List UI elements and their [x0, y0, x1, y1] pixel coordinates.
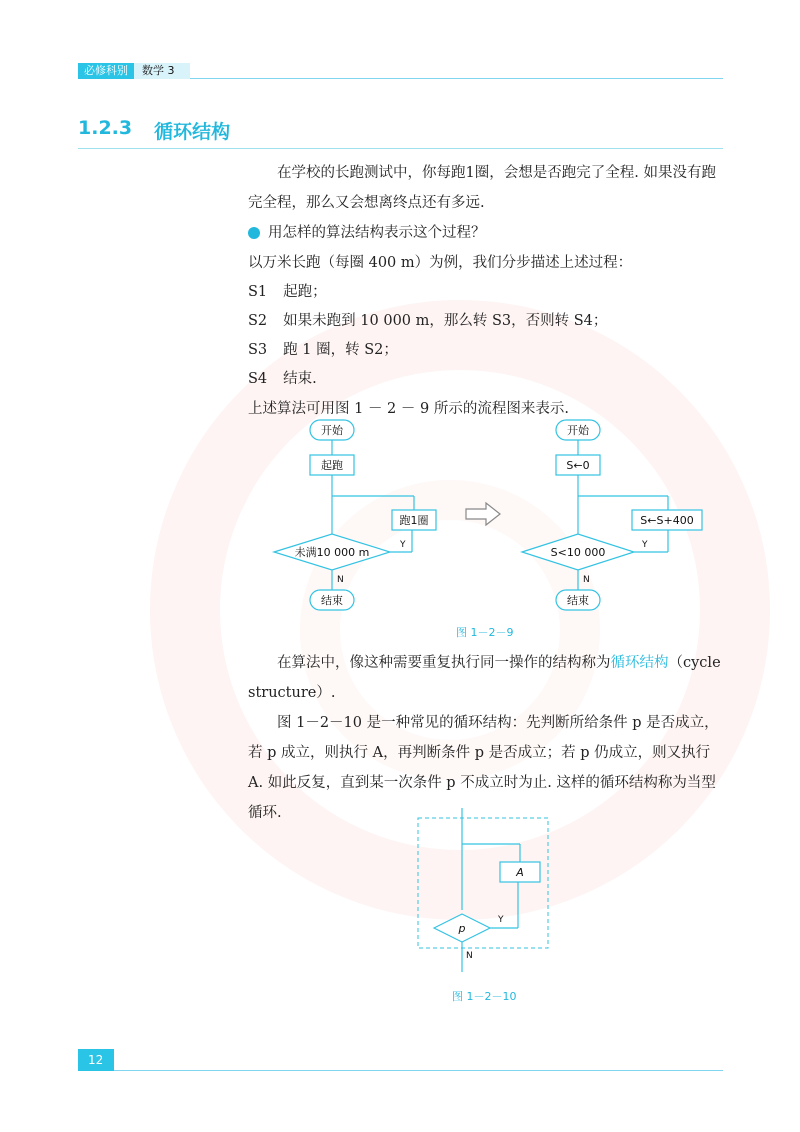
body-text-block: [248, 158, 726, 424]
step-item: [248, 365, 726, 394]
update-label: S←S+400: [640, 514, 694, 527]
header-rule: [190, 78, 723, 79]
question-text: 用怎样的算法结构表示这个过程？: [268, 225, 486, 241]
transform-arrow-icon: [464, 500, 504, 528]
step-item: [248, 336, 726, 365]
section-title: 循环结构: [154, 121, 231, 143]
action-label: A: [516, 866, 524, 879]
definition-paragraph: [248, 648, 726, 708]
condition-label: S<10 000: [550, 546, 606, 559]
end-label: 结束: [567, 594, 589, 607]
term-cycle-structure: 循环结构: [610, 655, 669, 671]
section-number: 1.2.3: [78, 117, 133, 139]
page-number: 12: [78, 1049, 114, 1071]
footer-rule: [114, 1070, 723, 1071]
step-text: 起跑；: [283, 284, 327, 300]
step-text: 结束.: [283, 371, 317, 387]
yes-label: Y: [642, 540, 648, 550]
step-label: S1: [248, 284, 268, 300]
flowchart-running-formula: [518, 414, 708, 614]
flowchart-running-steps: [268, 414, 448, 614]
step-text: 如果未跑到 10 000 m，那么转 S3，否则转 S4；: [283, 313, 608, 329]
intro-paragraph: 在学校的长跑测试中，你每跑1圈，会想是否跑完了全程. 如果没有跑完全程，那么又会想离终点还有多远.: [248, 165, 716, 211]
end-label: 结束: [321, 594, 343, 607]
init-label: S←0: [566, 459, 590, 472]
while-loop-paragraph: 图 1－2－10 是一种常见的循环结构：先判断所给条件 p 是否成立，若 p 成立，则执行 A，再判断条件 p 是否成立；若 p 仍成立，则又执行 A. 如此反复，直到某一次条件 p 不成立时为止. 这样的循环结构称为当型循环.: [248, 715, 719, 821]
yes-label: Y: [498, 915, 504, 925]
step-label: S2: [248, 313, 268, 329]
step-label: S3: [248, 342, 268, 358]
begin-label: 起跑: [321, 459, 343, 472]
definition-after: （cycle structure）.: [248, 655, 721, 701]
section-heading: [78, 117, 230, 144]
no-label: N: [466, 951, 473, 961]
header-series: 必修科别: [78, 63, 134, 79]
loop-label: 跑1圈: [399, 514, 429, 527]
bullet-dot-icon: [248, 227, 260, 239]
condition-label: p: [458, 922, 466, 935]
section-rule: [78, 148, 723, 149]
no-label: N: [583, 575, 590, 585]
step-text: 跑 1 圈，转 S2；: [283, 342, 398, 358]
body-text-block-2: [248, 648, 726, 828]
flowchart-while-loop: [412, 808, 552, 978]
figure-9-caption: 图 1－2－9: [456, 626, 514, 639]
start-label: 开始: [321, 424, 343, 437]
example-paragraph: 以万米长跑（每圈 400 m）为例，我们分步描述上述过程：: [248, 255, 633, 271]
summary-paragraph: 上述算法可用图 1 － 2 － 9 所示的流程图来表示.: [248, 401, 569, 417]
condition-label: 未满10 000 m: [294, 546, 370, 559]
step-item: [248, 278, 726, 307]
start-label: 开始: [567, 424, 589, 437]
yes-label: Y: [400, 540, 406, 550]
header-subject: 数学 3: [134, 63, 190, 79]
step-label: S4: [248, 371, 268, 387]
definition-before: 在算法中，像这种需要重复执行同一操作的结构称为: [277, 655, 611, 671]
no-label: N: [337, 575, 344, 585]
step-item: [248, 307, 726, 336]
running-header: [78, 63, 190, 79]
question-line: [248, 218, 726, 248]
figure-10-caption: 图 1－2－10: [452, 990, 517, 1003]
